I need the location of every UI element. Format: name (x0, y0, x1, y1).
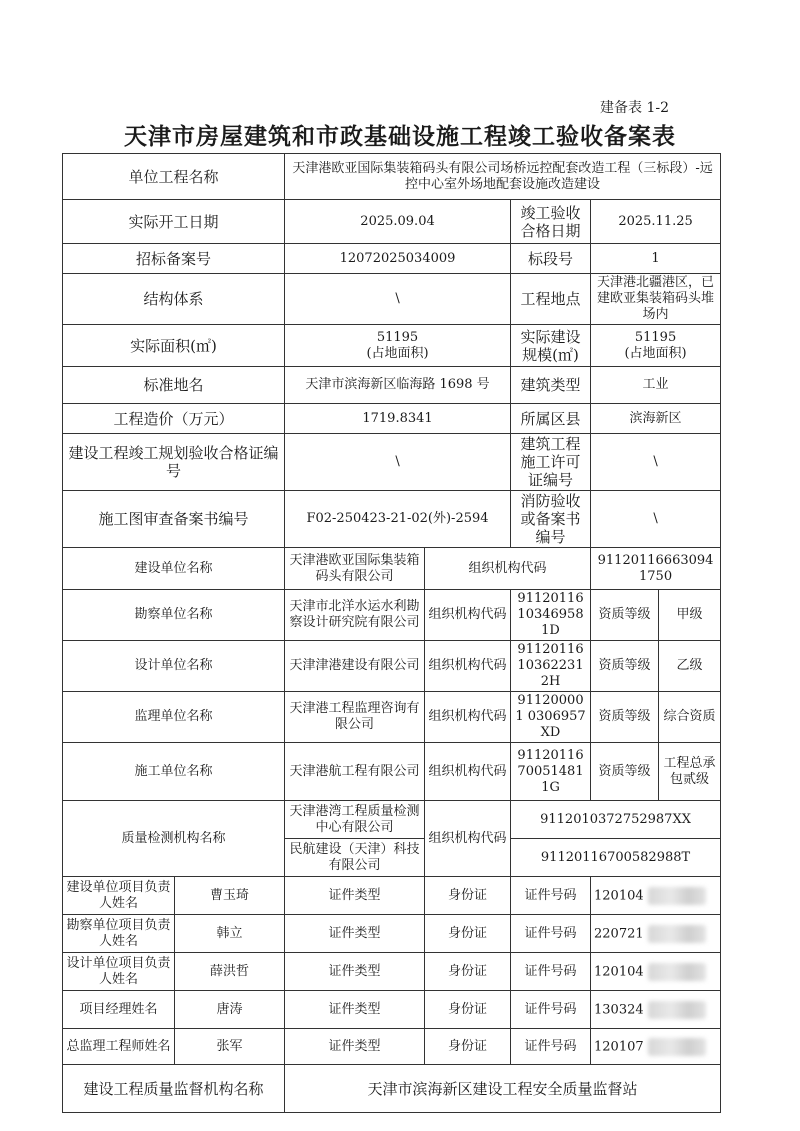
scale-label: 实际建设规模(㎡) (511, 325, 591, 367)
person-4-id-no-label: 证件号码 (511, 1029, 591, 1065)
owner-label: 建设单位名称 (63, 548, 285, 590)
id-prefix: 120104 (594, 964, 644, 979)
drawing-review-label: 施工图审查备案书编号 (63, 491, 285, 548)
person-1-id-type-label: 证件类型 (285, 915, 425, 953)
person-1-name: 韩立 (175, 915, 285, 953)
person-2-name: 薛洪哲 (175, 953, 285, 991)
person-3-name: 唐涛 (175, 991, 285, 1029)
permit-label: 建筑工程施工许可证编号 (511, 434, 591, 491)
person-3-label: 项目经理姓名 (63, 991, 175, 1029)
person-4-id-type: 身份证 (425, 1029, 511, 1065)
person-0-id-no (591, 877, 721, 915)
survey-unit-label: 勘察单位名称 (63, 590, 285, 641)
fire-label: 消防验收或备案书编号 (511, 491, 591, 548)
person-3-id-type: 身份证 (425, 991, 511, 1029)
construction-org-code: 91120116700514811G (511, 743, 591, 801)
id-prefix: 220721 (594, 926, 644, 941)
table-row (63, 1029, 721, 1065)
redacted-block (648, 887, 706, 905)
person-1-id-type: 身份证 (425, 915, 511, 953)
page-title: 天津市房屋建筑和市政基础设施工程竣工验收备案表 (124, 124, 676, 150)
redacted-block (648, 1038, 706, 1056)
table-row (63, 590, 721, 641)
scale-value (591, 325, 721, 367)
id-prefix: 120104 (594, 888, 644, 903)
location-value: 天津港北疆港区，已建欧亚集装箱码头堆场内 (591, 274, 721, 325)
permit-value: \ (591, 434, 721, 491)
start-date-value: 2025.09.04 (285, 200, 511, 244)
design-grade: 乙级 (659, 641, 721, 692)
testing-name-2: 民航建设（天津）科技有限公司 (285, 839, 425, 877)
person-1-id-no-label: 证件号码 (511, 915, 591, 953)
construction-unit-name: 天津港航工程有限公司 (285, 743, 425, 801)
supervisor-unit-name: 天津港工程监理咨询有限公司 (285, 692, 425, 743)
testing-label: 质量检测机构名称 (63, 801, 285, 877)
survey-org-code-label: 组织机构代码 (425, 590, 511, 641)
design-grade-label: 资质等级 (591, 641, 659, 692)
survey-grade-label: 资质等级 (591, 590, 659, 641)
district-label: 所属区县 (511, 404, 591, 434)
structure-label: 结构体系 (63, 274, 285, 325)
testing-name-1: 天津港湾工程质量检测中心有限公司 (285, 801, 425, 839)
redacted-block (648, 925, 706, 943)
owner-name: 天津港欧亚国际集装箱码头有限公司 (285, 548, 425, 590)
person-2-id-type-label: 证件类型 (285, 953, 425, 991)
form-number: 建备表 1-2 (600, 100, 669, 116)
address-label: 标准地名 (63, 367, 285, 404)
start-date-label: 实际开工日期 (63, 200, 285, 244)
person-2-id-no-label: 证件号码 (511, 953, 591, 991)
supervisor-org-code: 911200001 0306957XD (511, 692, 591, 743)
supervisor-grade-label: 资质等级 (591, 692, 659, 743)
drawing-review-value: F02-250423-21-02(外)-2594 (285, 491, 511, 548)
person-0-id-type-label: 证件类型 (285, 877, 425, 915)
table-row (63, 953, 721, 991)
scale-note: (占地面积) (624, 345, 687, 361)
area-label: 实际面积(㎡) (63, 325, 285, 367)
survey-grade: 甲级 (659, 590, 721, 641)
address-value: 天津市滨海新区临海路 1698 号 (285, 367, 511, 404)
table-row (63, 641, 721, 692)
person-3-id-no (591, 991, 721, 1029)
area-note: (占地面积) (366, 345, 429, 361)
person-2-label: 设计单位项目负责人姓名 (63, 953, 175, 991)
building-type-value: 工业 (591, 367, 721, 404)
person-0-id-type: 身份证 (425, 877, 511, 915)
construction-grade-label: 资质等级 (591, 743, 659, 801)
design-org-code-label: 组织机构代码 (425, 641, 511, 692)
survey-unit-name: 天津市北洋水运水利勘察设计研究院有限公司 (285, 590, 425, 641)
person-1-label: 勘察单位项目负责人姓名 (63, 915, 175, 953)
construction-unit-label: 施工单位名称 (63, 743, 285, 801)
section-value: 1 (591, 244, 721, 274)
structure-value: \ (285, 274, 511, 325)
person-0-label: 建设单位项目负责人姓名 (63, 877, 175, 915)
bid-no-value: 12072025034009 (285, 244, 511, 274)
section-label: 标段号 (511, 244, 591, 274)
supervisor-unit-label: 监理单位名称 (63, 692, 285, 743)
owner-org-code: 91120116663094 1750 (591, 548, 721, 590)
person-2-id-no (591, 953, 721, 991)
filing-table (62, 153, 721, 1113)
id-prefix: 120107 (594, 1039, 644, 1054)
survey-org-code: 91120116103469581D (511, 590, 591, 641)
building-type-label: 建筑类型 (511, 367, 591, 404)
supervision-value: 天津市滨海新区建设工程安全质量监督站 (285, 1065, 721, 1113)
redacted-block (648, 963, 706, 981)
owner-org-code-label: 组织机构代码 (425, 548, 591, 590)
planning-cert-label: 建设工程竣工规划验收合格证编号 (63, 434, 285, 491)
design-unit-name: 天津津港建设有限公司 (285, 641, 425, 692)
testing-code-1: 9112010372752987XX (511, 801, 721, 839)
bid-no-label: 招标备案号 (63, 244, 285, 274)
fire-value: \ (591, 491, 721, 548)
construction-grade: 工程总承包贰级 (659, 743, 721, 801)
table-row (63, 743, 721, 801)
person-0-id-no-label: 证件号码 (511, 877, 591, 915)
construction-org-code-label: 组织机构代码 (425, 743, 511, 801)
table-row (63, 877, 721, 915)
person-3-id-type-label: 证件类型 (285, 991, 425, 1029)
supervisor-grade: 综合资质 (659, 692, 721, 743)
cost-value: 1719.8341 (285, 404, 511, 434)
person-0-name: 曹玉琦 (175, 877, 285, 915)
scale-number: 51195 (634, 329, 677, 345)
id-prefix: 130324 (594, 1002, 644, 1017)
area-value (285, 325, 511, 367)
person-2-id-type: 身份证 (425, 953, 511, 991)
testing-org-code-label: 组织机构代码 (425, 801, 511, 877)
area-number: 51195 (376, 329, 419, 345)
person-3-id-no-label: 证件号码 (511, 991, 591, 1029)
person-4-name: 张军 (175, 1029, 285, 1065)
table-row (63, 692, 721, 743)
design-org-code: 91120116103622312H (511, 641, 591, 692)
table-row (63, 915, 721, 953)
redacted-block (648, 1001, 706, 1019)
cost-label: 工程造价（万元） (63, 404, 285, 434)
planning-cert-value: \ (285, 434, 511, 491)
district-value: 滨海新区 (591, 404, 721, 434)
testing-code-2: 91120116700582988T (511, 839, 721, 877)
location-label: 工程地点 (511, 274, 591, 325)
table-row (63, 991, 721, 1029)
acceptance-date-value: 2025.11.25 (591, 200, 721, 244)
design-unit-label: 设计单位名称 (63, 641, 285, 692)
supervisor-org-code-label: 组织机构代码 (425, 692, 511, 743)
unit-name-label: 单位工程名称 (63, 154, 285, 200)
person-4-label: 总监理工程师姓名 (63, 1029, 175, 1065)
unit-name-value: 天津港欧亚国际集装箱码头有限公司场桥远控配套改造工程（三标段）-远控中心室外场地配套设施改造建设 (285, 154, 721, 200)
supervision-label: 建设工程质量监督机构名称 (63, 1065, 285, 1113)
acceptance-date-label: 竣工验收合格日期 (511, 200, 591, 244)
person-1-id-no (591, 915, 721, 953)
person-4-id-type-label: 证件类型 (285, 1029, 425, 1065)
person-4-id-no (591, 1029, 721, 1065)
